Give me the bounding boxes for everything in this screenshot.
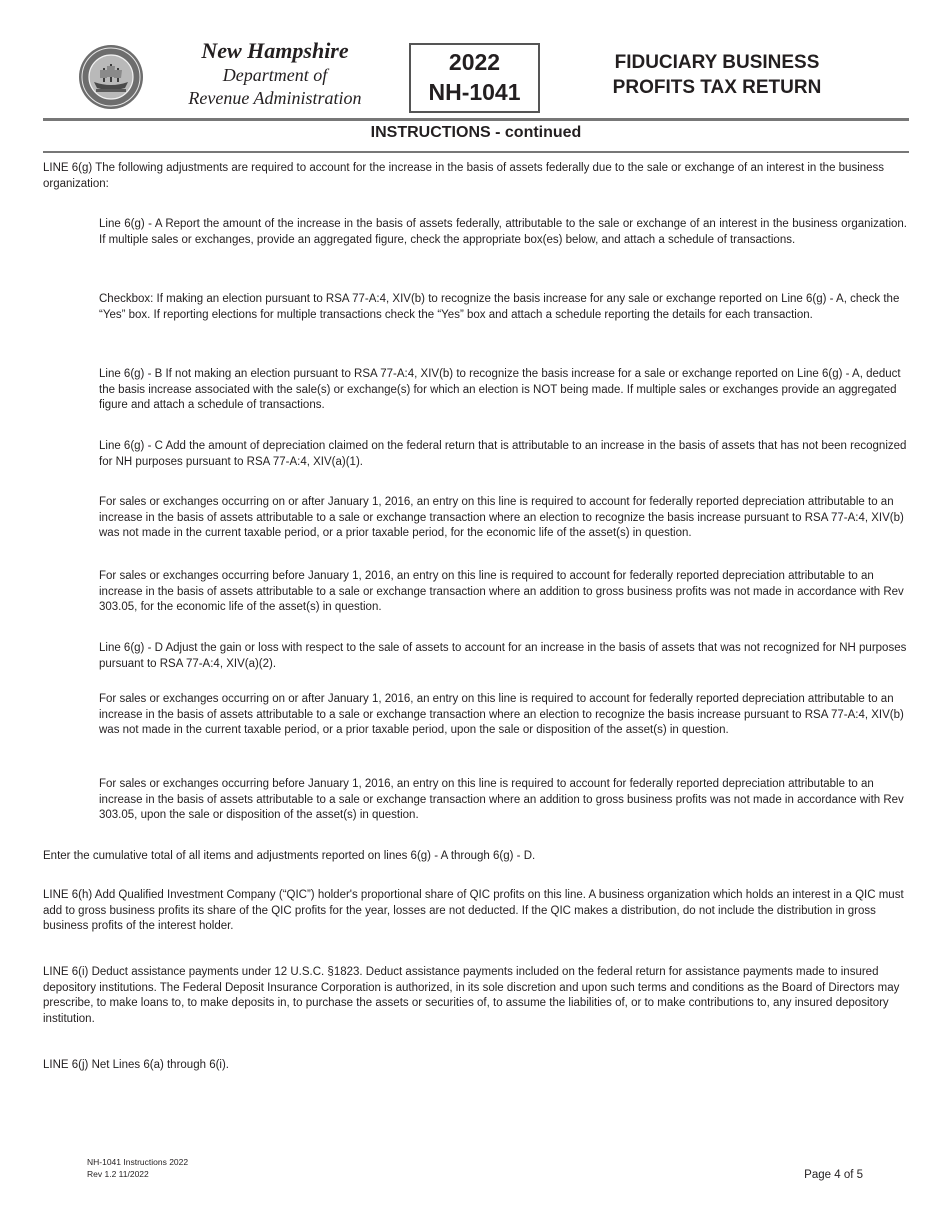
paragraph-line-6g-a: Line 6(g) - A Report the amount of the increase in the basis of assets federally, attributable to the sale or exchange of an interest in the business organization. If multiple sales or exchanges, provide an aggregated figure, check the appropriate box(es) below, and attach a schedule of transactions. — [99, 218, 907, 246]
paragraph-checkbox-election: Checkbox: If making an election pursuant to RSA 77-A:4, XIV(b) to recognize the basis increase for any sale or exchange reported on Line 6(g) - A, check the “Yes” box. If reporting elections for multiple transactions check the “Yes” box and attach a schedule reporting the details for each transaction. — [99, 293, 900, 321]
footer-form-name: NH-1041 Instructions 2022 — [87, 1157, 189, 1167]
agency-department-line1: Department of — [222, 65, 328, 85]
paragraph-line-6g-intro: LINE 6(g) The following adjustments are required to account for the increase in the basis of assets federally due to the sale or exchange of an interest in the business organization: — [43, 162, 885, 190]
paragraph-line-6g-d: Line 6(g) - D Adjust the gain or loss with respect to the sale of assets to account for an increase in the basis of assets that was not recognized for NH purposes pursuant to RSA 77-A:4, XIV(a)(2). — [99, 642, 907, 670]
paragraph-line-6h: LINE 6(h) Add Qualified Investment Company (“QIC”) holder's proportional share of QIC profits on this line. A business organization which holds an interest in a QIC must add to gross business profits its share of the QIC profits for the year, losses are not deducted. If the QIC makes a distribution, do not include the distribution in gross business profits of the interest holder. — [43, 889, 904, 933]
agency-state: New Hampshire — [201, 38, 349, 63]
paragraph-6g-d-before-2016: For sales or exchanges occurring before January 1, 2016, an entry on this line is required to account for federally reported depreciation attributable to an increase in the basis of assets attributable to a sale or exchange transaction where an addition to gross business profits was not made in accordance with Rev 303.05, upon the sale or disposition of the asset(s) in question. — [99, 778, 904, 822]
form-year: 2022 — [448, 49, 501, 75]
form-title-line2: PROFITS TAX RETURN — [612, 77, 822, 98]
form-title-line1: FIDUCIARY BUSINESS — [614, 52, 820, 73]
header-divider-bottom — [43, 151, 909, 153]
agency-department-line2: Revenue Administration — [188, 88, 362, 108]
form-code: NH-1041 — [428, 79, 521, 105]
header-divider-top — [43, 118, 909, 121]
paragraph-line-6g-c: Line 6(g) - C Add the amount of depreciation claimed on the federal return that is attributable to an increase in the basis of assets that has not been recognized for NH purposes pursuant to RSA 77-A:4, XIV(a)(1). — [99, 440, 907, 468]
paragraph-6g-c-after-2016: For sales or exchanges occurring on or after January 1, 2016, an entry on this line is required to account for federally reported depreciation attributable to an increase in the basis of assets attributable to a sale or exchange transaction where an election to recognize the basis increase pursuant to RSA 77-A:4, XIV(b) was not made in the current taxable period, or a prior taxable period, for the economic life of the asset(s) in question. — [99, 496, 904, 540]
state-seal-icon — [78, 44, 144, 110]
form-title — [572, 50, 862, 100]
paragraph-6g-c-before-2016: For sales or exchanges occurring before January 1, 2016, an entry on this line is required to account for federally reported depreciation attributable to an increase in the basis of assets attributable to a sale or exchange transaction where an addition to gross business profits was not made in accordance with Rev 303.05, for the economic life of the asset(s) in question. — [99, 570, 904, 614]
paragraph-6g-d-after-2016: For sales or exchanges occurring on or after January 1, 2016, an entry on this line is required to account for federally reported depreciation attributable to an increase in the basis of assets attributable to a sale or exchange transaction where an election to recognize the basis increase pursuant to RSA 77-A:4, XIV(b) was not made in the current taxable period, or a prior taxable period, upon the sale or disposition of the asset(s) in question. — [99, 693, 904, 737]
section-subtitle: INSTRUCTIONS - continued — [370, 124, 582, 141]
form-id-box — [409, 43, 540, 113]
paragraph-line-6g-b: Line 6(g) - B If not making an election pursuant to RSA 77-A:4, XIV(b) to recognize the basis increase for a sale or exchange reported on Line 6(g) - A, deduct the basis increase associated with the sale(s) or exchange(s) for which an election is NOT being made. If multiple sales or exchanges provide an aggregated figure and attach a schedule of transactions. — [99, 368, 901, 412]
paragraph-line-6j: LINE 6(j) Net Lines 6(a) through 6(i). — [43, 1059, 229, 1071]
footer-form-info — [87, 1156, 188, 1180]
agency-name — [160, 38, 390, 110]
paragraph-cumulative-total: Enter the cumulative total of all items and adjustments reported on lines 6(g) - A through 6(g) - D. — [43, 850, 536, 862]
footer-revision: Rev 1.2 11/2022 — [87, 1169, 149, 1179]
page-number: Page 4 of 5 — [804, 1169, 863, 1181]
paragraph-line-6i: LINE 6(i) Deduct assistance payments under 12 U.S.C. §1823. Deduct assistance payments included on the federal return for assistance payments made to insured depository institutions. The Federal Deposit Insurance Corporation is authorized, in its sole discretion and upon such terms and conditions as the Board of Directors may prescribe, to make loans to, to make deposits in, to purchase the assets or securities of, to assume the liabilities of, or to make contributions to, any insured depository institution. — [43, 966, 900, 1026]
